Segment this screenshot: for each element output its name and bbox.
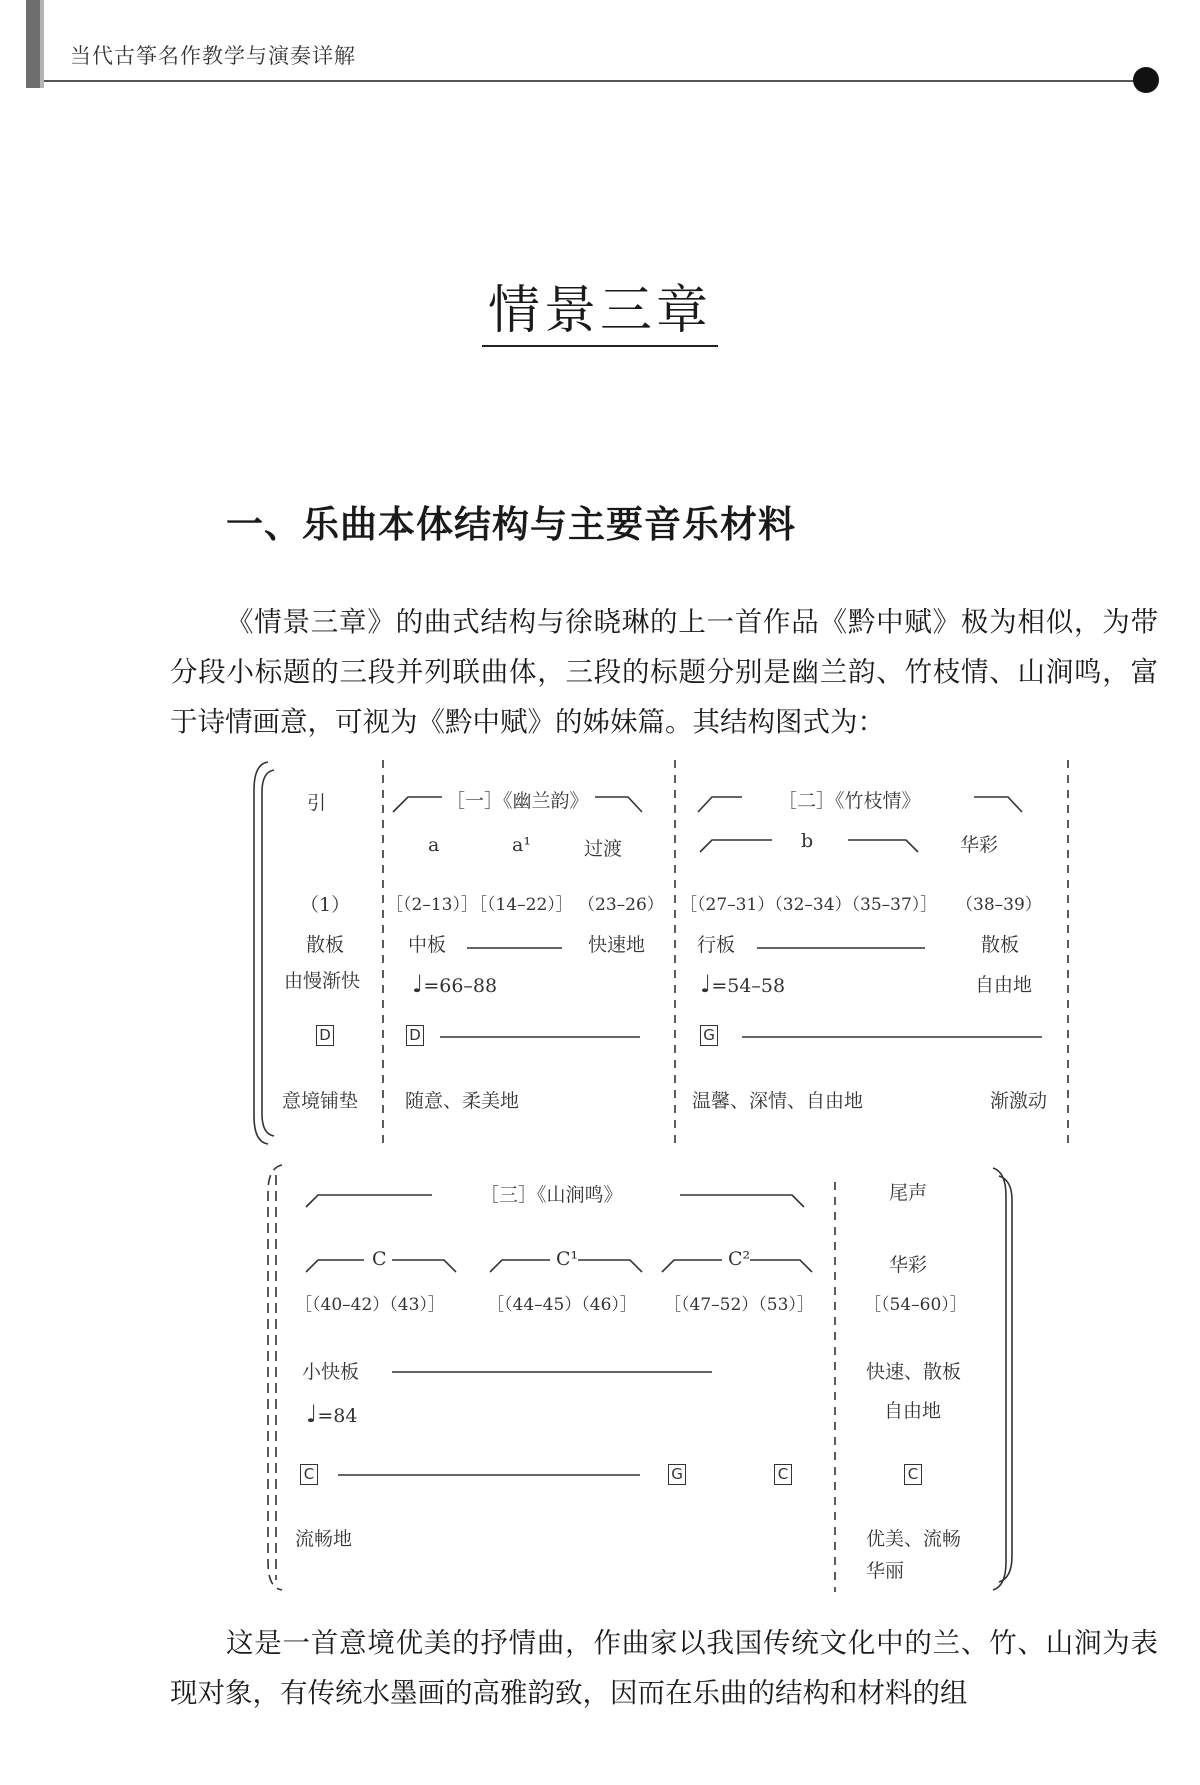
- quarter-note-icon: ♩: [412, 970, 424, 998]
- quarter-note-icon: ♩: [306, 1400, 318, 1428]
- sec3-title: ［三］《山涧鸣》: [480, 1184, 623, 1206]
- sec3-c: C: [372, 1248, 387, 1270]
- top-open-brace: [254, 762, 268, 1144]
- sec3-bars-c2: ［（47–52）（53）］: [664, 1295, 814, 1315]
- intro-mode-box: D: [316, 1025, 334, 1046]
- running-title: 当代古筝名作教学与演奏详解: [70, 44, 356, 68]
- page-title-text: 情景三章: [482, 281, 718, 347]
- bottom-open-brace: [268, 1165, 282, 1590]
- sec1-tempo: 中板: [408, 934, 447, 956]
- sec2-mode-box: G: [700, 1025, 718, 1046]
- sec3-bars-c: ［（40–42）（43）］: [295, 1295, 445, 1315]
- coda-mode-box: C: [904, 1464, 922, 1485]
- coda-bars: ［（54–60）］: [864, 1295, 967, 1315]
- quarter-note-icon: ♩: [700, 970, 712, 998]
- sec2-mood: 温馨、深情、自由地: [692, 1090, 864, 1112]
- bottom-close-brace: [993, 1168, 1006, 1590]
- b-bracket-left: [700, 840, 772, 852]
- sec1-bars-a: ［（2–13）］: [386, 895, 478, 915]
- sec3-mode3-box: C: [774, 1464, 792, 1485]
- b-bracket-right: [848, 840, 918, 852]
- coda-mood: 优美、流畅: [866, 1528, 962, 1550]
- sec3-mode1-box: C: [300, 1464, 318, 1485]
- coda-cadenza: 华彩: [889, 1254, 928, 1276]
- sec1-mood: 随意、柔美地: [405, 1090, 520, 1112]
- sec3-bars-c1: ［（44–45）（46）］: [487, 1295, 637, 1315]
- sec1-bracket-right: [595, 797, 642, 812]
- sec3-tempo: 小快板: [302, 1361, 360, 1383]
- sec1-bridge: 过渡: [584, 838, 623, 860]
- paragraph-analysis: 这是一首意境优美的抒情曲，作曲家以我国传统文化中的兰、竹、山涧为表现对象，有传统水墨画的高雅韵致，因而在乐曲的结构和材料的组: [170, 1627, 1158, 1709]
- intro-tempo: 散板: [306, 934, 345, 956]
- coda-mood2: 华丽: [866, 1560, 905, 1582]
- sec2-tempo: 行板: [697, 934, 736, 956]
- sec2-title: ［二］《竹枝情》: [778, 790, 921, 812]
- top-open-brace-inner: [262, 770, 274, 1136]
- sec3-tempo-marking: [306, 1400, 357, 1428]
- c1-bracket-left: [490, 1260, 550, 1272]
- sec3-bracket-right: [680, 1195, 804, 1207]
- coda-mode: [904, 1462, 922, 1485]
- c2-bracket-right: [750, 1260, 812, 1272]
- sec1-tempo-marking: [412, 970, 497, 998]
- sec2-b: b: [801, 830, 814, 852]
- sec1-a1: a¹: [512, 834, 531, 856]
- sec2-mode: [700, 1023, 718, 1046]
- sec3-mode1: [300, 1462, 318, 1485]
- sec1-mode-box: D: [406, 1025, 424, 1046]
- sec2-free: 自由地: [975, 974, 1033, 996]
- sec2-bars-b: ［（27–31）（32–34）（35–37）］: [680, 895, 938, 915]
- intro-mood: 意境铺垫: [282, 1090, 359, 1112]
- coda-label: 尾声: [889, 1182, 928, 1204]
- sec1-bars-a1: ［（14–22）］: [470, 895, 573, 915]
- c1-bracket-right: [578, 1260, 642, 1272]
- c-bracket-left: [306, 1260, 364, 1272]
- sec3-mode2: [668, 1462, 686, 1485]
- sec1-tempo-end: 快速地: [588, 934, 646, 956]
- c-bracket-right: [392, 1260, 456, 1272]
- sec2-tempo-marking: [700, 970, 785, 998]
- sec1-a: a: [428, 834, 440, 856]
- coda-tempo: 快速、散板: [866, 1361, 962, 1383]
- sec1-bracket-left: [393, 797, 442, 812]
- sec2-bars-cadenza: （38–39）: [956, 895, 1042, 915]
- c2-bracket-left: [662, 1260, 722, 1272]
- intro-label: 引: [307, 792, 327, 814]
- sec3-mood: 流畅地: [295, 1528, 353, 1550]
- sec2-bracket-right: [974, 797, 1022, 812]
- coda-free: 自由地: [884, 1400, 942, 1422]
- intro-bars: （1）: [300, 894, 351, 916]
- sec3-mode2-box: G: [668, 1464, 686, 1485]
- sec2-bpm: =54–58: [711, 975, 786, 997]
- sec3-mode3: [774, 1462, 792, 1485]
- sec3-bpm: =84: [317, 1405, 358, 1427]
- sec2-mood-end: 渐激动: [990, 1090, 1048, 1112]
- sec2-cadenza: 华彩: [960, 834, 999, 856]
- sec3-bracket-left: [306, 1195, 432, 1207]
- intro-tempo-change: 由慢渐快: [284, 970, 361, 992]
- section-heading: 一、乐曲本体结构与主要音乐材料: [226, 503, 796, 546]
- sec1-bars-bridge: （23–26）: [578, 895, 664, 915]
- sec1-title: ［一］《幽兰韵》: [446, 790, 589, 812]
- sec1-bpm: =66–88: [423, 975, 498, 997]
- sec3-c2: C²: [728, 1248, 751, 1270]
- sec2-tempo-end: 散板: [981, 934, 1020, 956]
- sec2-bracket-left: [698, 797, 742, 812]
- sec3-c1: C¹: [556, 1248, 579, 1270]
- intro-mode: [316, 1023, 334, 1046]
- paragraph-intro: 《情景三章》的曲式结构与徐晓琳的上一首作品《黔中赋》极为相似，为带分段小标题的三段并列联曲体，三段的标题分别是幽兰韵、竹枝情、山涧鸣，富于诗情画意，可视为《黔中赋》的姊妹篇。其结构图式为：: [170, 606, 1158, 738]
- sec1-mode: [406, 1023, 424, 1046]
